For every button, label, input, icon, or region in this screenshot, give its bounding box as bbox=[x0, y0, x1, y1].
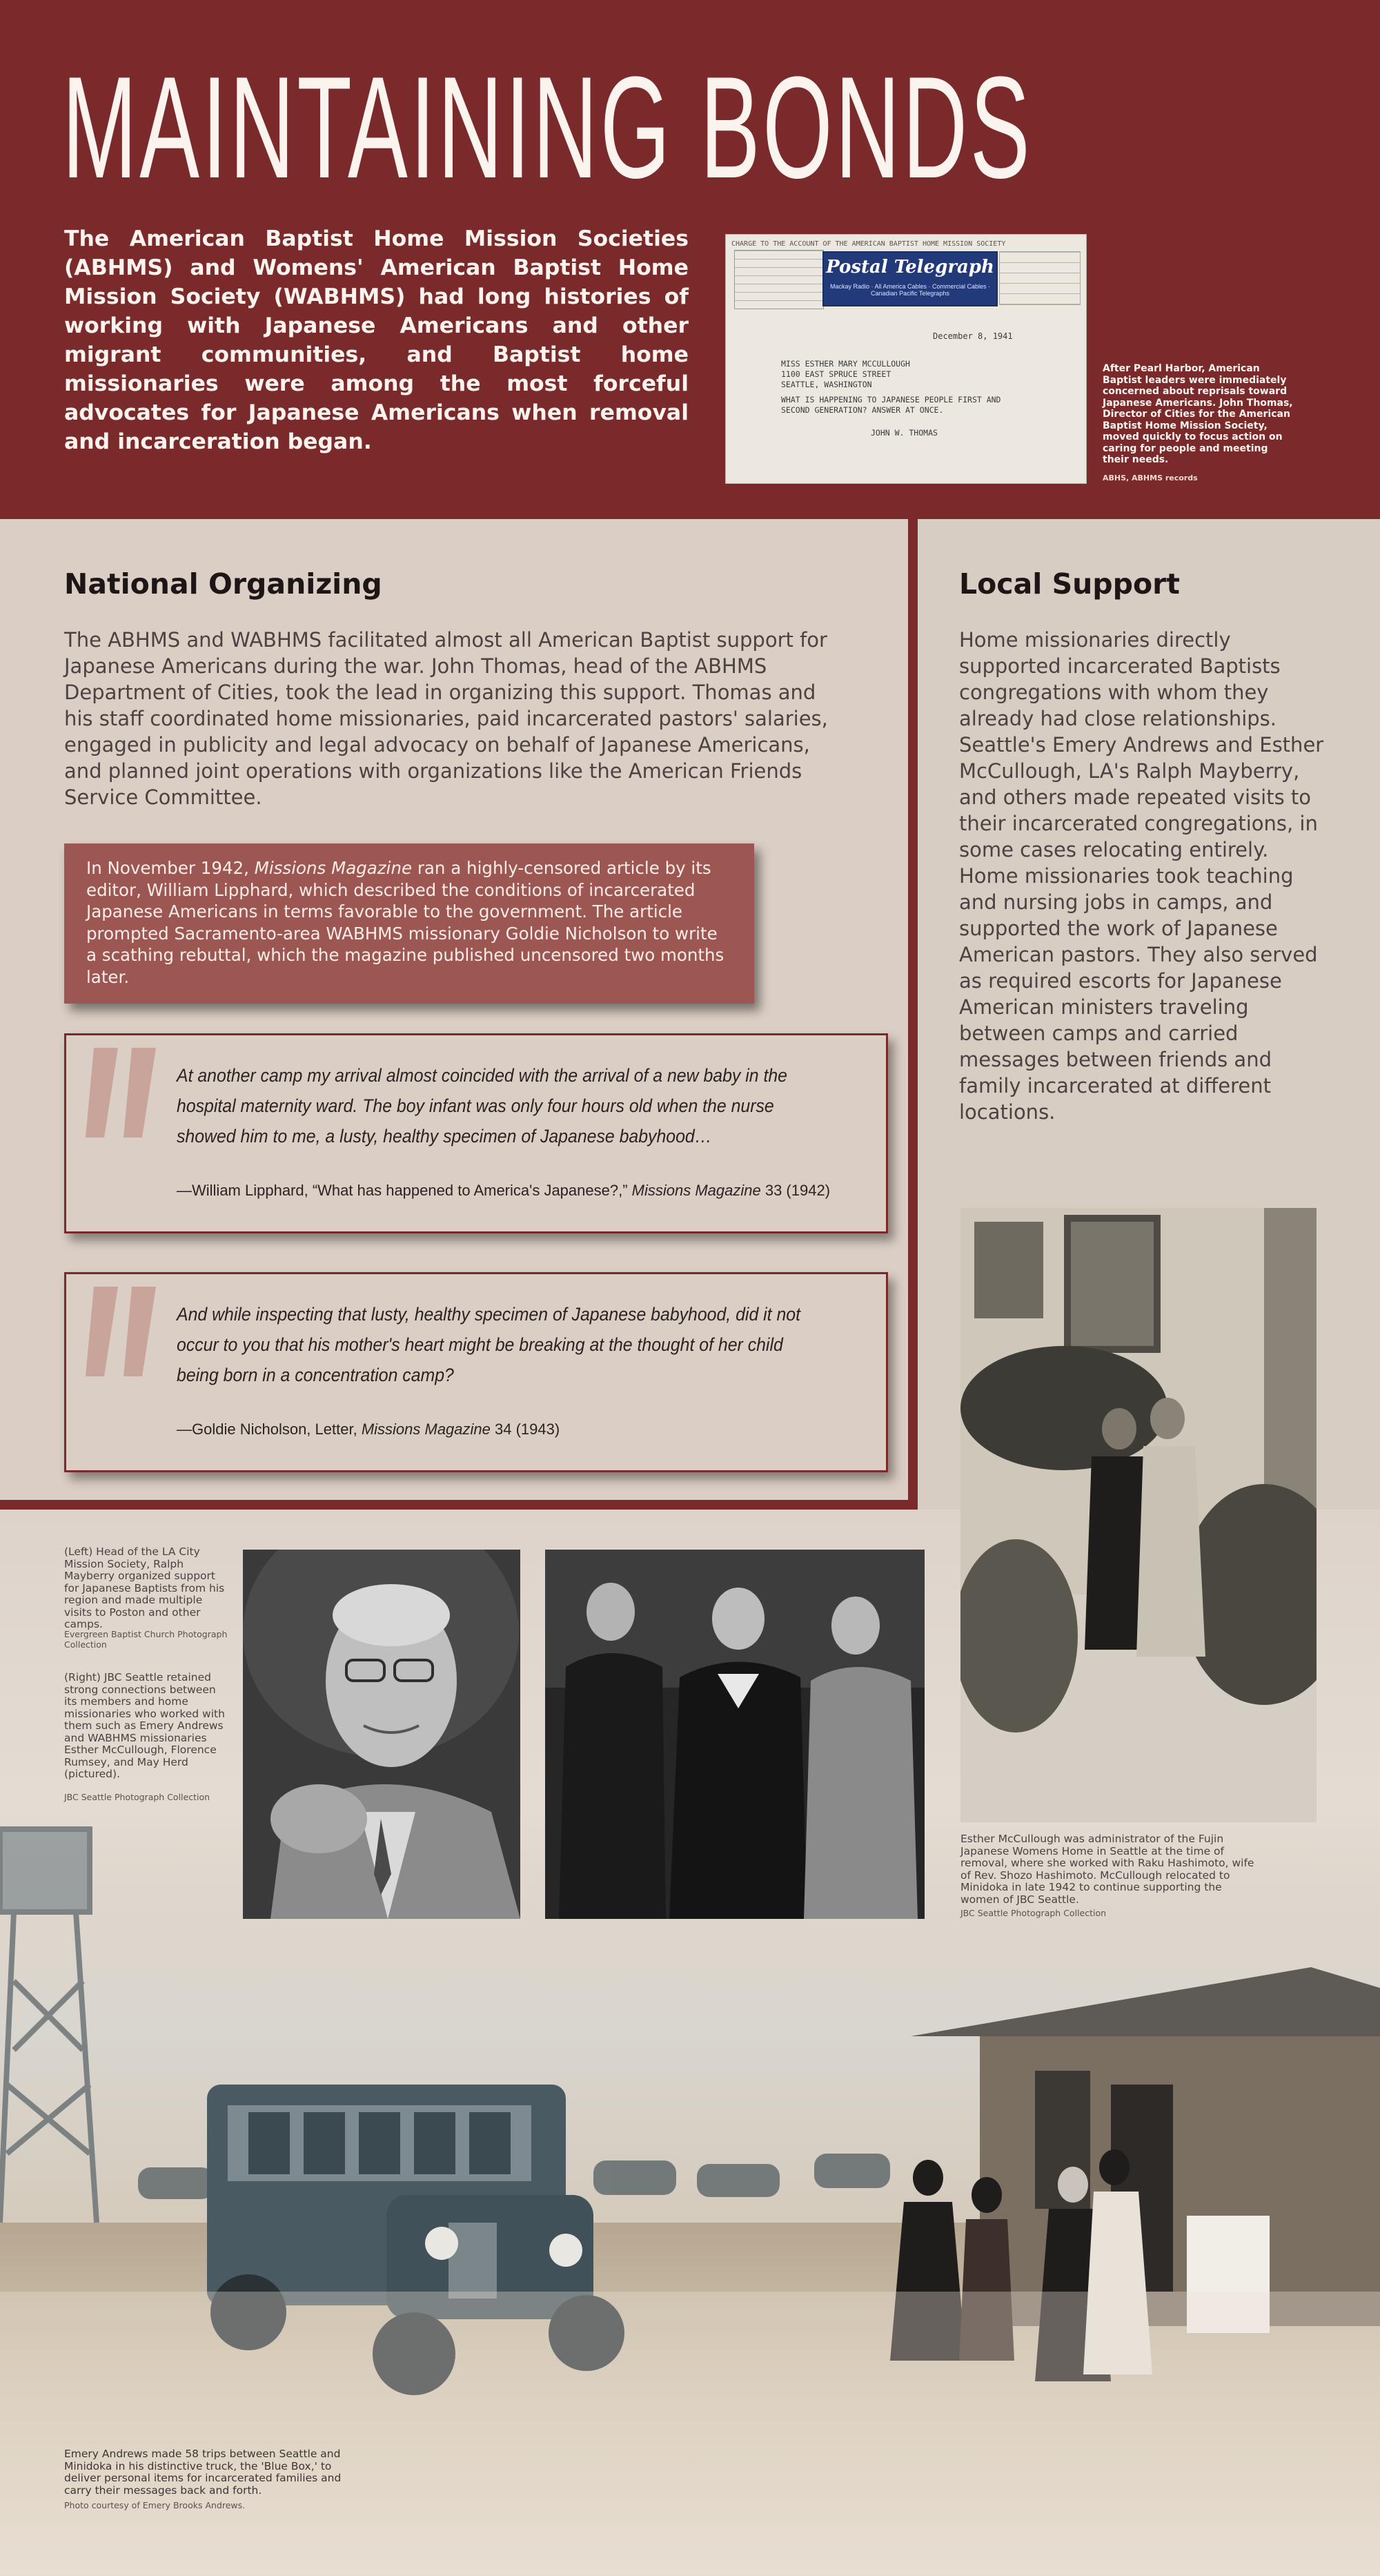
quote-citation-post: 34 (1943) bbox=[490, 1421, 560, 1438]
telegram-brand: Postal Telegraph bbox=[826, 257, 994, 277]
mayberry-credit: Evergreen Baptist Church Photograph Collection bbox=[64, 1629, 228, 1650]
quote-box-nicholson bbox=[64, 1272, 888, 1472]
national-heading: National Organizing bbox=[64, 567, 382, 601]
quote-text: At another camp my arrival almost coincided with the arrival of a new baby in the hospital maternity ward. The boy infant was only four hours old when the nurse showed him to me, a lusty, healthy specimen of Japanese babyhood… bbox=[177, 1065, 788, 1146]
quote-text: And while inspecting that lusty, healthy specimen of Japanese babyhood, did it not occur to you that his mother's heart might be breaking at the thought of her child being born in a concentration camp? bbox=[177, 1304, 801, 1385]
quote-mark-icon bbox=[80, 1041, 163, 1144]
telegram-date: December 8, 1941 bbox=[933, 331, 1013, 341]
missionaries-credit: JBC Seattle Photograph Collection bbox=[64, 1792, 210, 1802]
mayberry-portrait-photo bbox=[243, 1550, 520, 1919]
telegram-brand-sub: Mackay Radio · All America Cables · Commercial Cables · Canadian Pacific Telegraphs bbox=[829, 283, 991, 297]
mccullough-porch-photo bbox=[960, 1208, 1317, 1822]
local-heading: Local Support bbox=[959, 567, 1180, 601]
telegram-message: WHAT IS HAPPENING TO JAPANESE PEOPLE FIRST AND SECOND GENERATION? ANSWER AT ONCE. bbox=[781, 395, 1001, 415]
quote-citation bbox=[177, 1421, 560, 1438]
quote-box-lipphard bbox=[64, 1033, 888, 1233]
telegram-signature: JOHN W. THOMAS bbox=[871, 428, 938, 438]
telegram-form-right bbox=[999, 251, 1081, 305]
editorial-text-post: ran a highly-censored article by its editor, William Lipphard, which described the conditions of incarcerated Japanese Americans in terms favorable to the government. The article prompted Sacramento-area WABHMS missionary Goldie Nicholson to write a scathing rebuttal, which the magazine published uncensored two months later. bbox=[86, 858, 724, 987]
truck-caption: Emery Andrews made 58 trips between Seattle and Minidoka in his distinctive truck, the 'Blue Box,' to deliver personal items for incarcerated families and carry their messages back and forth. bbox=[64, 2448, 342, 2497]
quote-citation-post: 33 (1942) bbox=[760, 1182, 831, 1199]
quote-citation-magazine: Missions Magazine bbox=[631, 1182, 761, 1199]
mccullough-caption: Esther McCullough was administrator of the Fujin Japanese Womens Home in Seattle at the time of removal, where she worked with Raku Hashimoto, wife of Rev. Shozo Hashimoto. McCullough relocated to Minidoka in late 1942 to continue supporting the women of JBC Seattle. bbox=[960, 1833, 1254, 1906]
missionaries-group-photo bbox=[545, 1550, 925, 1919]
telegram-address: MISS ESTHER MARY MCCULLOUGH 1100 EAST SPRUCE STREET SEATTLE, WASHINGTON bbox=[781, 359, 910, 389]
telegram-credit: ABHS, ABHMS records bbox=[1103, 474, 1198, 482]
page-title: MAINTAINING BONDS bbox=[62, 46, 1033, 208]
telegram-caption: After Pearl Harbor, American Baptist leaders were immediately concerned about reprisals toward Japanese Americans. John Thomas, Director of Cities for the American Baptist Home Mission Society, moved quickly to focus action on caring for people and meeting their needs. bbox=[1103, 363, 1293, 465]
editorial-text-pre: In November 1942, bbox=[86, 858, 255, 878]
quote-citation bbox=[177, 1182, 830, 1200]
editorial-magazine: Missions Magazine bbox=[254, 858, 413, 878]
local-body: Home missionaries directly supported incarcerated Baptists congregations with whom they already had close relationships. Seattle's Emery Andrews and Esther McCullough, LA's Ralph Mayberry, and others made repeated visits to their incarcerated congregations, in some cases relocating entirely. Home missionaries took teaching and nursing jobs in camps, and supported the work of Japanese American pastors. They also served as required escorts for Japanese American ministers traveling between camps and carried messages between friends and family incarcerated at different locations. bbox=[959, 628, 1324, 1124]
missionaries-caption: (Right) JBC Seattle retained strong connections between its members and home missionaries who worked with them such as Emery Andrews and WABHMS missionaries Esther McCullough, Florence Rumsey, and May Herd (pictured). bbox=[64, 1671, 225, 1780]
telegram-form-grid bbox=[734, 250, 824, 309]
telegram-brand-box bbox=[822, 251, 998, 306]
quote-citation-pre: —William Lipphard, “What has happened to America's Japanese?,” bbox=[177, 1182, 632, 1199]
mccullough-credit: JBC Seattle Photograph Collection bbox=[960, 1908, 1107, 1918]
editorial-box bbox=[64, 843, 754, 1004]
editorial-text bbox=[86, 857, 731, 988]
national-body: The ABHMS and WABHMS facilitated almost all American Baptist support for Japanese Americans during the war. John Thomas, head of the ABHMS Department of Cities, took the lead in organizing this support. Thomas and his staff coordinated home missionaries, paid incarcerated pastors' salaries, engaged in publicity and legal advocacy on behalf of Japanese Americans, and planned joint operations with organizations like the American Friends Service Committee. bbox=[64, 628, 828, 809]
quote-citation-pre: —Goldie Nicholson, Letter, bbox=[177, 1421, 362, 1438]
intro-paragraph: The American Baptist Home Mission Societies (ABHMS) and Womens' American Baptist Home Mission Society (WABHMS) had long histories of working with Japanese Americans and other migrant communities, and Baptist home missionaries were among the most forceful advocates for Japanese Americans when removal and incarceration began. bbox=[64, 226, 689, 454]
telegram-image bbox=[726, 235, 1086, 483]
quote-mark-icon bbox=[80, 1280, 163, 1383]
telegram-header-line: CHARGE TO THE ACCOUNT OF THE AMERICAN BAPTIST HOME MISSION SOCIETY bbox=[731, 240, 1006, 248]
quote-citation-magazine: Missions Magazine bbox=[361, 1421, 491, 1438]
mayberry-caption: (Left) Head of the LA City Mission Society, Ralph Mayberry organized support for Japanese Baptists from his region and made multiple visits to Poston and other camps. bbox=[64, 1545, 225, 1630]
truck-credit: Photo courtesy of Emery Brooks Andrews. bbox=[64, 2500, 246, 2510]
